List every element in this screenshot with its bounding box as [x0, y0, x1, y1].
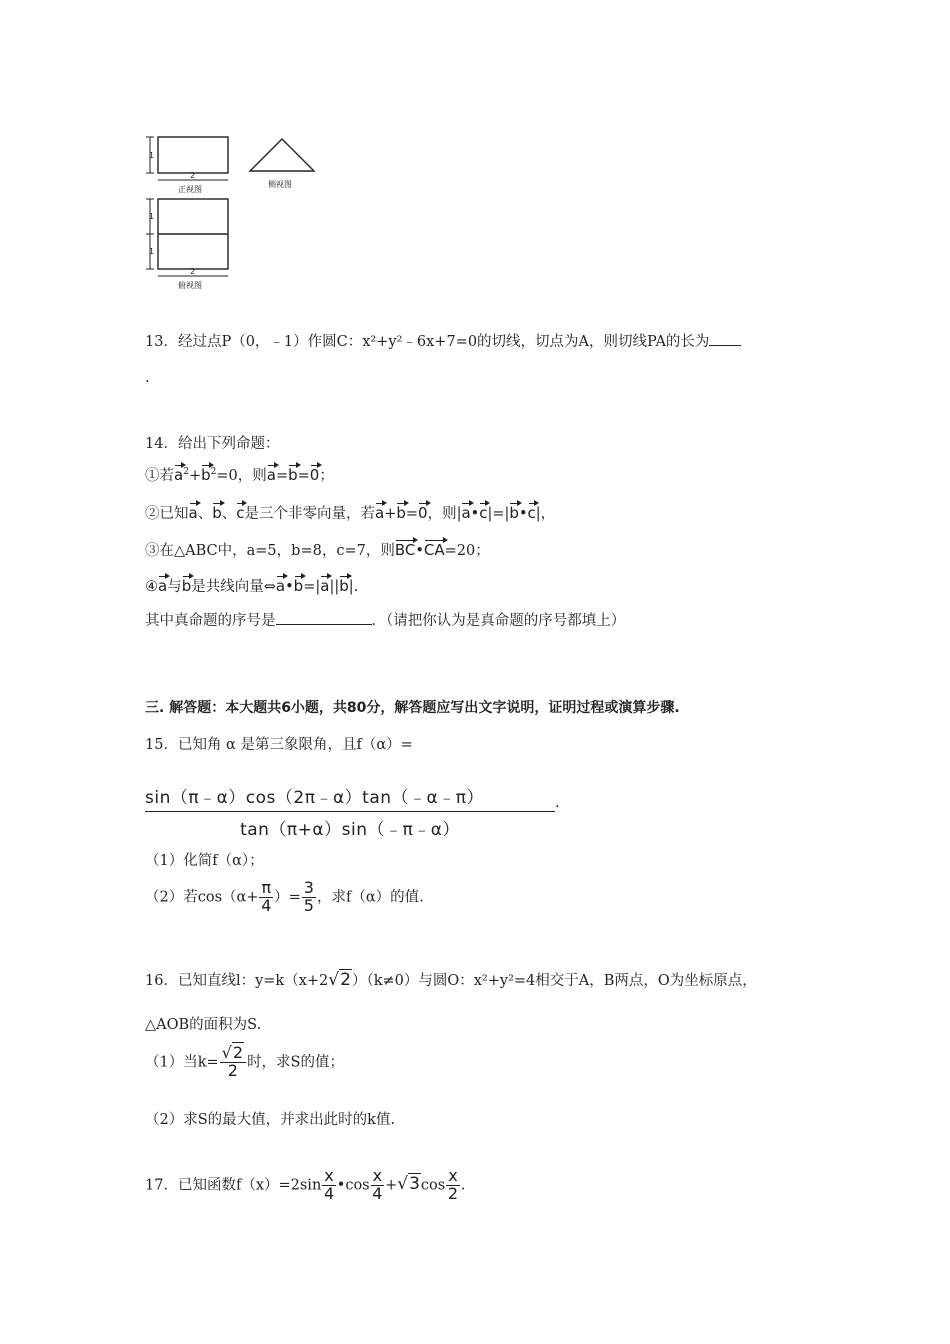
q14-conclusion: 其中真命题的序号是 ．（请把你认为是真命题的序号都填上）: [145, 609, 625, 630]
q13-text: 13．经过点P（0，﹣1）作圆C：x²+y²﹣6x+7=0的切线，切点为A，则切线PA的长为: [145, 330, 741, 351]
q15-intro: 15．已知角 α 是第三象限角，且f（α）=: [145, 737, 413, 753]
front-view-rect: [158, 137, 228, 173]
q15-part-1: （1）化简f（α）；: [145, 853, 264, 869]
top-height-label-1: 1: [149, 212, 155, 221]
q14-proposition-4: ④a与b是共线向量⇔a•b=|a||b|.: [145, 573, 358, 596]
top-view-label: 俯视图: [178, 281, 202, 290]
q16-part-1: （1）当k= $\frac{√2}{2}$ 时，求S的值；: [145, 1043, 344, 1080]
q14-answer-blank: [276, 610, 372, 625]
q14-proposition-3: ③在△ABC中，a=5，b=8，c=7，则BC•CA=20；: [145, 537, 490, 560]
side-view-triangle: [250, 139, 314, 171]
q15-denominator: tan（π+α）sin（﹣π﹣α）: [240, 820, 460, 840]
q17-text: 17．已知函数f（x）=2sin $\frac{x}{4}$ •cos $\frac{x}{4}$ +√3cos $\frac{x}{2}$ .: [145, 1166, 466, 1203]
side-view-label: 侧视图: [268, 180, 292, 189]
front-view-label: 正视图: [178, 185, 202, 194]
front-height-label: 1: [149, 151, 155, 160]
section-3-heading: 三. 解答题：本大题共6小题，共80分，解答题应写出文字说明，证明过程或演算步骤.: [145, 700, 680, 716]
q16-line-2: △AOB的面积为S.: [145, 1017, 262, 1033]
three-view-figure: [140, 125, 340, 300]
q16-line-1: 16．已知直线l：y=k（x+2√2）（k≠0）与圆O：x²+y²=4相交于A，B两点，O为坐标原点，: [145, 970, 757, 990]
q15-part-2: （2）若cos（α+ $\frac{\pi}{4}$ ）= $\frac{3}{5}$ ，求f（α）的值.: [145, 878, 424, 915]
q13-tail: .: [145, 370, 150, 386]
q14-title: 14．给出下列命题：: [145, 436, 280, 452]
q14-proposition-2: ②已知a、b、c是三个非零向量，若a+b=0，则|a•c|=|b•c|，: [145, 500, 555, 523]
top-width-label: 2: [190, 267, 196, 276]
q13-answer-blank: [709, 331, 741, 346]
front-width-label: 2: [190, 171, 196, 180]
q14-proposition-1: ①若$a^2+b^2=0$，则a=b=0；: [145, 462, 334, 485]
q15-numerator: sin（π﹣α）cos（2π﹣α）tan（﹣α﹣π）: [145, 783, 555, 812]
q15-fraction: sin（π﹣α）cos（2π﹣α）tan（﹣α﹣π） tan（π+α）sin（﹣π﹣α） .: [145, 783, 555, 840]
top-height-label-2: 1: [149, 247, 155, 256]
q16-part-2: （2）求S的最大值，并求出此时的k值.: [145, 1112, 396, 1128]
